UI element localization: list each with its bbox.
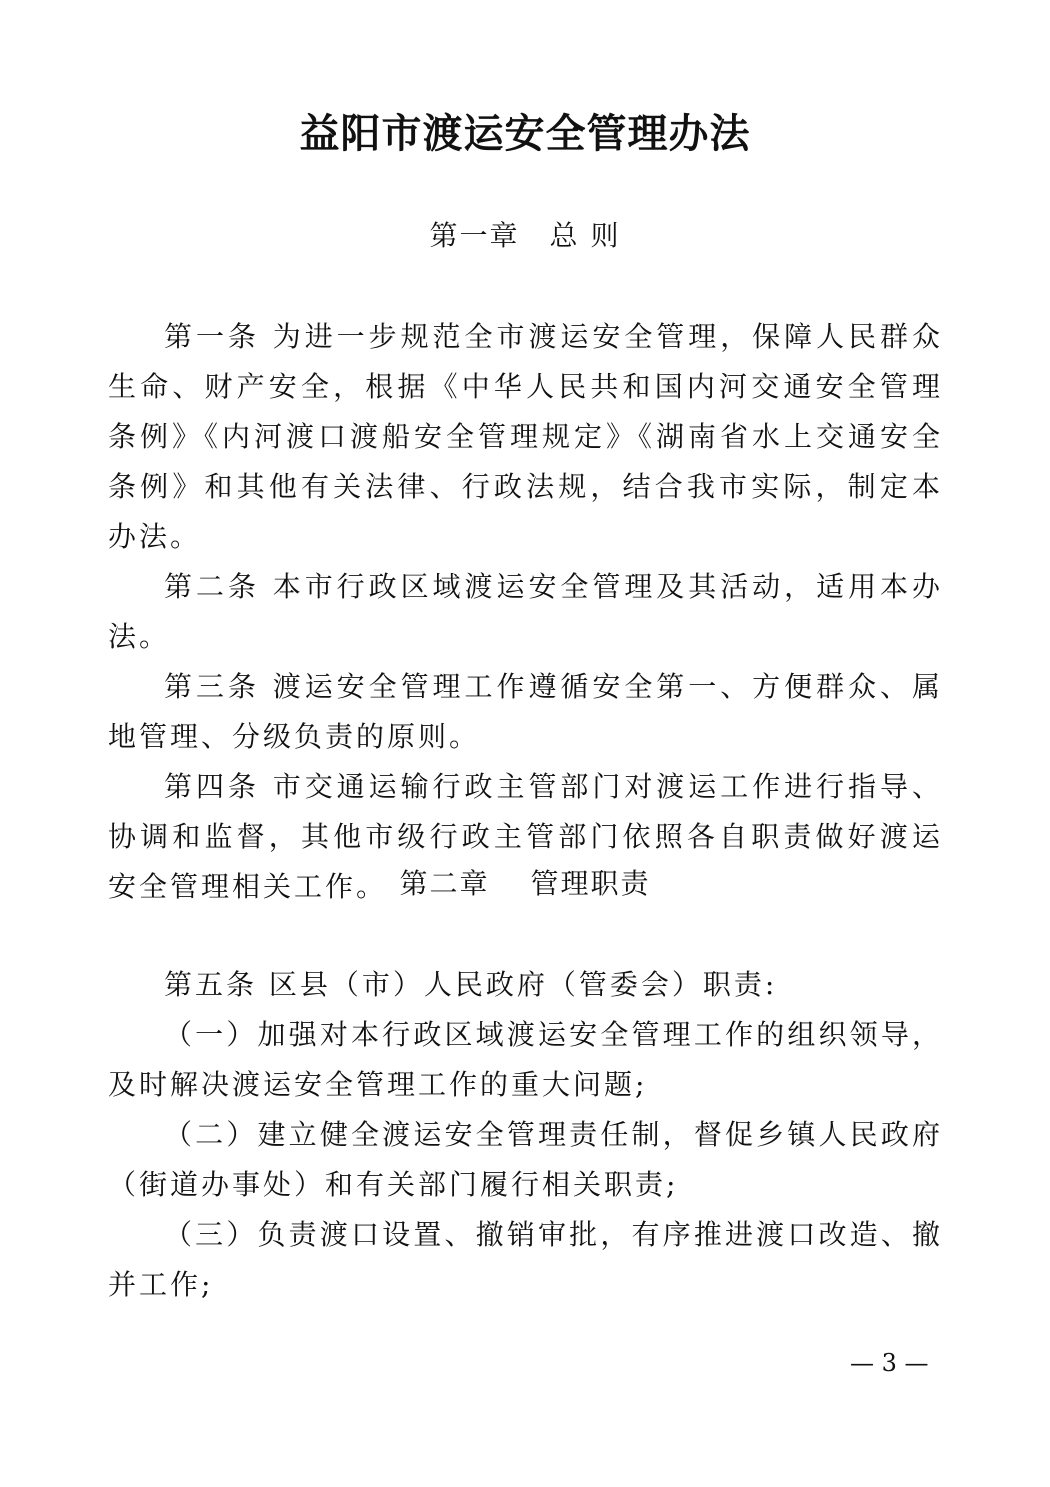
article-paragraph: 第四条 市交通运输行政主管部门对渡运工作进行指导、协调和监督，其他市级行政主管部门依照各自职责做好渡运安全管理相关工作。 — [108, 770, 943, 903]
clause-paragraph: （二）建立健全渡运安全管理责任制，督促乡镇人民政府（街道办事处）和有关部门履行相关职责; — [108, 1118, 943, 1201]
clause-paragraph: （三）负责渡口设置、撤销审批，有序推进渡口改造、撤并工作; — [108, 1218, 943, 1301]
chapter-heading: 第一章 总 则 — [429, 219, 621, 252]
page-number: — 3 — — [850, 1349, 929, 1377]
chapter-heading: 第二章 管理职责 — [399, 867, 651, 900]
chapter-body — [108, 960, 943, 1310]
article-paragraph: 第二条 本市行政区域渡运安全管理及其活动，适用本办法。 — [108, 570, 943, 653]
chapter-body — [108, 312, 943, 912]
clause-paragraph: （一）加强对本行政区域渡运安全管理工作的组织领导，及时解决渡运安全管理工作的重大问题; — [108, 1018, 943, 1101]
article-paragraph: 第一条 为进一步规范全市渡运安全管理，保障人民群众生命、财产安全，根据《中华人民共和国内河交通安全管理条例》《内河渡口渡船安全管理规定》《湖南省水上交通安全条例》和其他有关法律、行政法规，结合我市实际，制定本办法。 — [108, 320, 943, 553]
article-paragraph: 第三条 渡运安全管理工作遵循安全第一、方便群众、属地管理、分级负责的原则。 — [108, 670, 943, 753]
article-paragraph: 第五条 区县（市）人民政府（管委会）职责: — [164, 968, 778, 1001]
document-title: 益阳市渡运安全管理办法 — [299, 110, 751, 157]
